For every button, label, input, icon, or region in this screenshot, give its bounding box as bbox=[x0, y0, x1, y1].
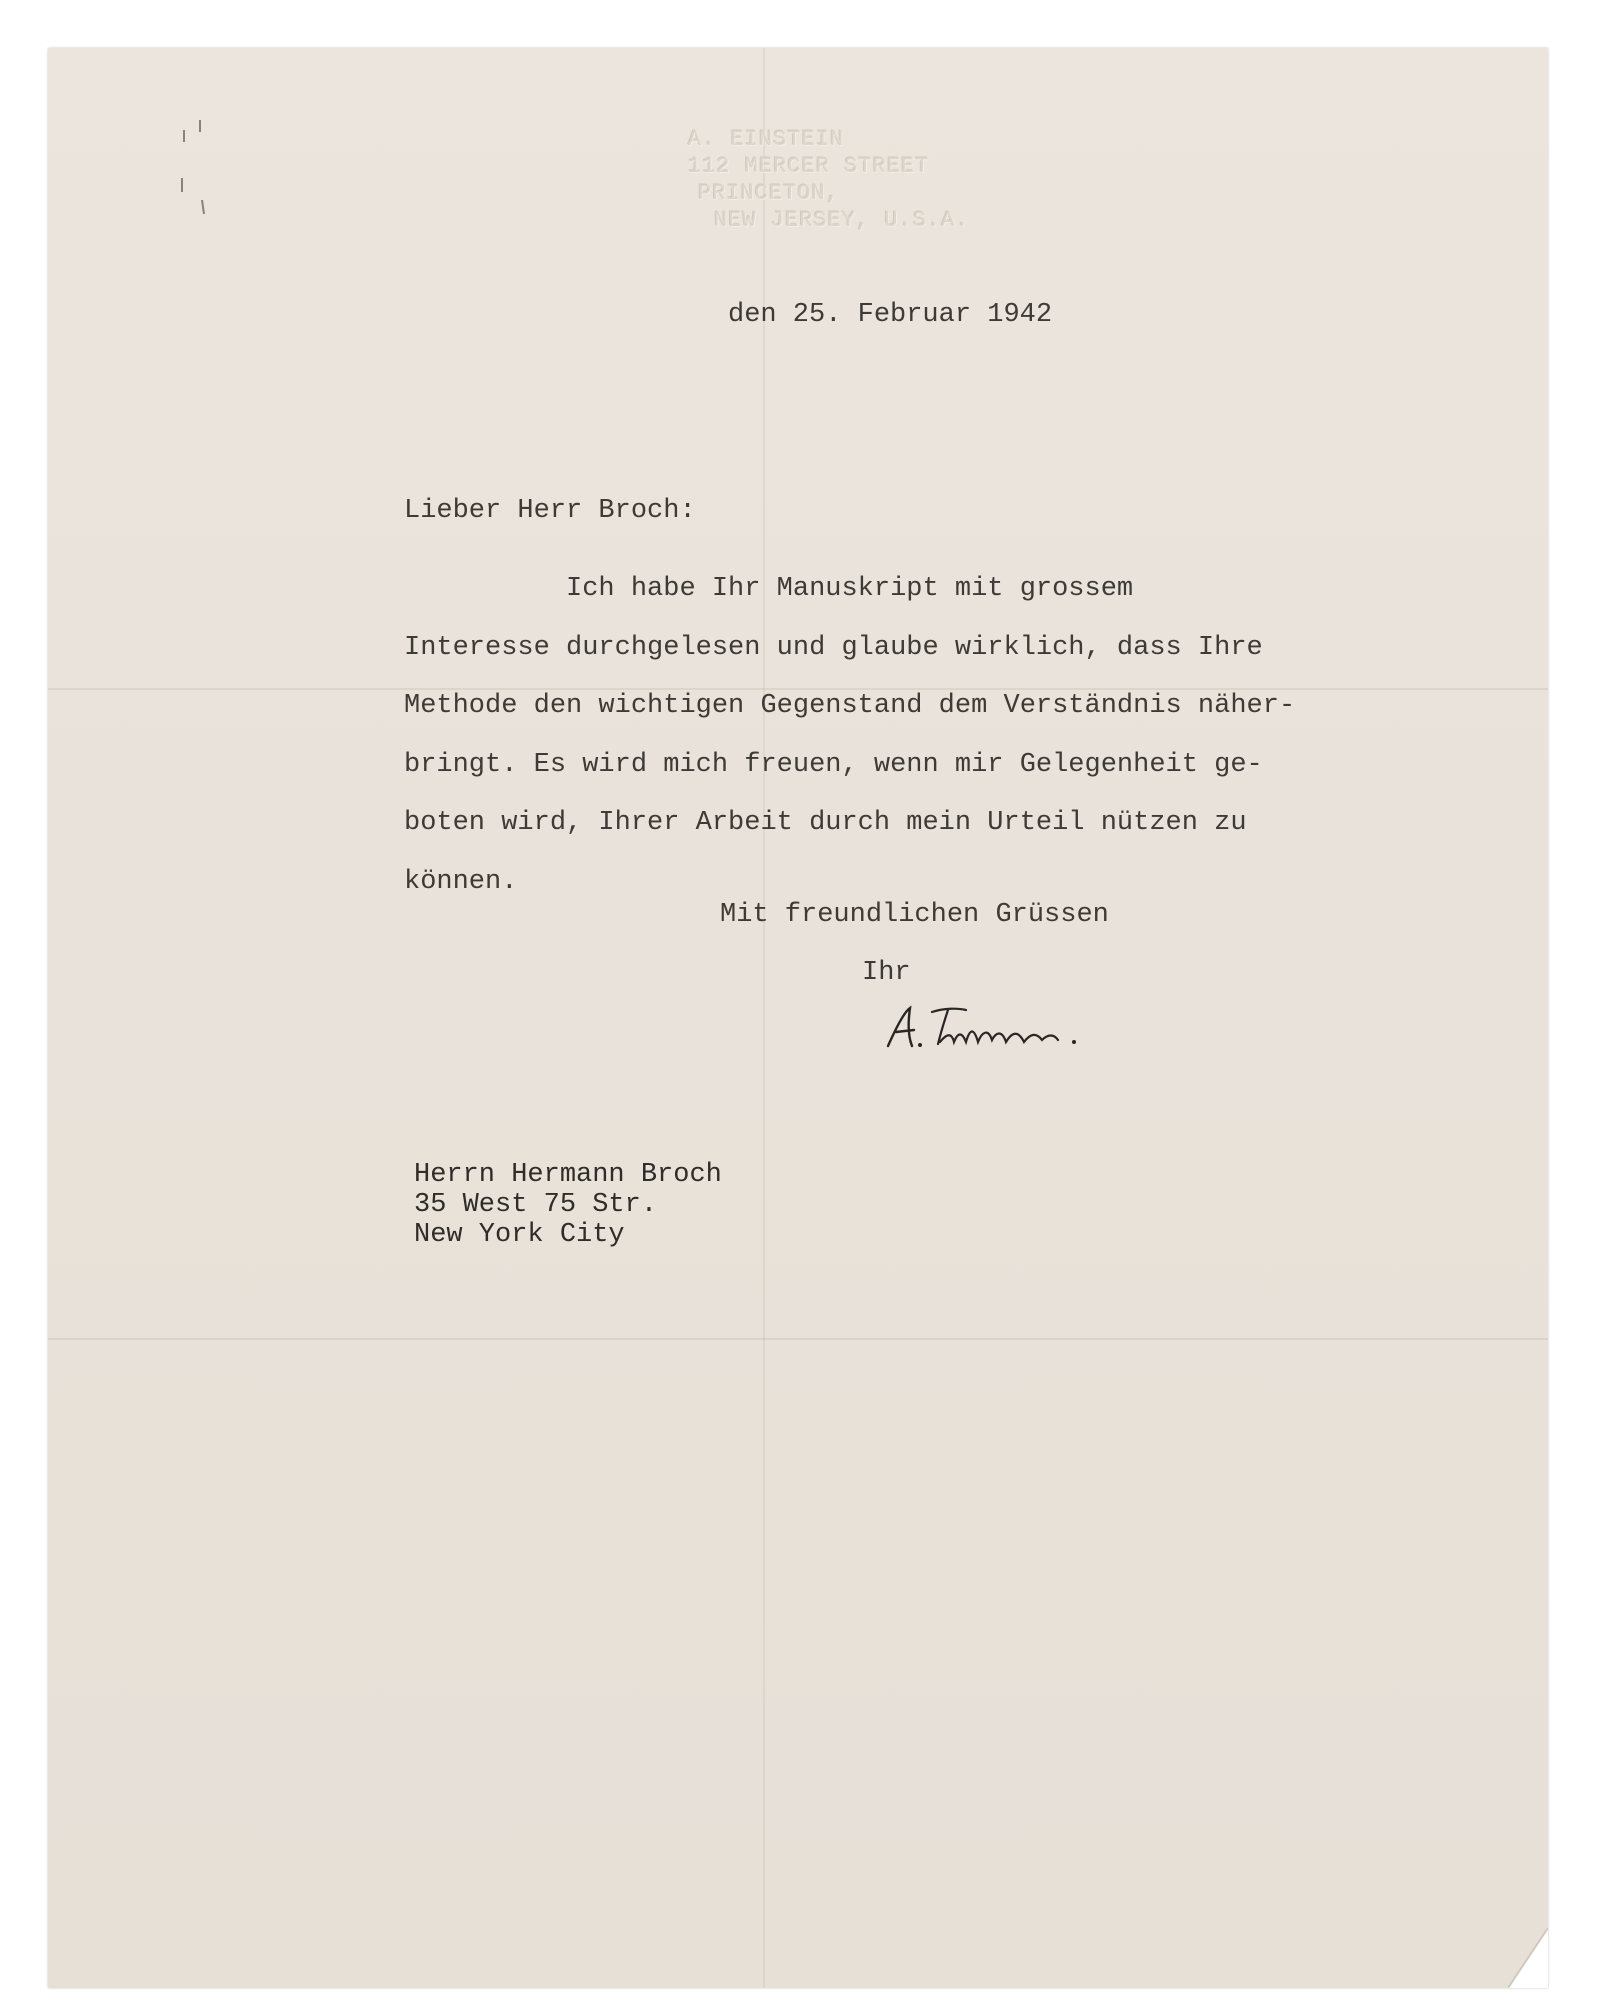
handwritten-signature bbox=[878, 998, 1098, 1058]
body-line: boten wird, Ihrer Arbeit durch mein Urteil nützen zu bbox=[404, 808, 1247, 838]
letter-body bbox=[404, 560, 1404, 911]
letterhead-line: 112 MERCER STREET bbox=[688, 154, 930, 179]
closing-line: Mit freundlichen Grüssen bbox=[720, 900, 1109, 930]
letterhead-line: PRINCETON, bbox=[698, 181, 841, 206]
address-line: New York City bbox=[414, 1220, 625, 1250]
recipient-address bbox=[414, 1160, 722, 1250]
embossed-letterhead bbox=[688, 126, 1108, 234]
body-line: bringt. Es wird mich freuen, wenn mir Gelegenheit ge- bbox=[404, 749, 1263, 780]
body-line: Ich habe Ihr Manuskript mit grossem bbox=[404, 574, 1134, 604]
pencil-marks bbox=[178, 110, 218, 230]
fold-line-horizontal bbox=[48, 1338, 1548, 1340]
salutation: Lieber Herr Broch: bbox=[404, 496, 696, 526]
letter-sheet bbox=[48, 48, 1548, 1988]
letterhead-line: NEW JERSEY, U.S.A. bbox=[714, 208, 970, 233]
letterhead-line: A. EINSTEIN bbox=[688, 127, 845, 152]
body-line: Methode den wichtigen Gegenstand dem Verständnis näher- bbox=[404, 691, 1296, 721]
bent-corner bbox=[1508, 1928, 1548, 1988]
address-line: 35 West 75 Str. bbox=[414, 1190, 658, 1220]
fold-line-vertical bbox=[763, 48, 765, 1988]
body-line: Interesse durchgelesen und glaube wirklich, dass Ihre bbox=[404, 632, 1263, 663]
body-line: können. bbox=[404, 866, 518, 897]
closing-pronoun: Ihr bbox=[862, 958, 911, 988]
letter-date: den 25. Februar 1942 bbox=[728, 300, 1053, 330]
address-line: Herrn Hermann Broch bbox=[414, 1160, 722, 1190]
